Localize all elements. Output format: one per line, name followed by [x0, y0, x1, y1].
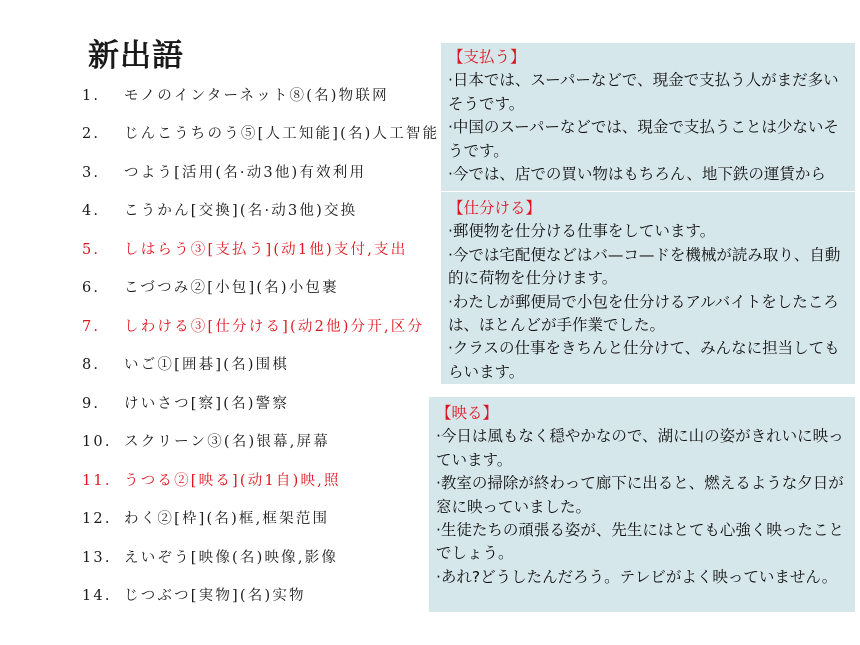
vocab-item — [82, 315, 424, 336]
example-card-utsuru — [429, 397, 855, 612]
vocab-num: 12. — [82, 511, 112, 527]
vocab-text: しはらう③[支払う](动1他)支付,支出 — [124, 242, 408, 258]
vocab-text: わく②[枠](名)框,框架范围 — [124, 511, 330, 527]
vocab-text: しわける③[仕分ける](动2他)分开,区分 — [124, 319, 425, 335]
vocab-num: 6. — [82, 280, 101, 296]
example-sentence: ·生徒たちの頑張る姿が、先生にはとても心強く映ったことでしょう。 — [436, 521, 844, 563]
vocab-item — [82, 507, 329, 528]
example-sentence: ·中国のスーパーなどでは、現金で支払うことは少ないそうです。 — [448, 118, 839, 160]
card-heading: 【映る】 — [436, 404, 499, 422]
vocab-item — [82, 161, 366, 182]
vocab-item — [82, 353, 289, 374]
vocab-text: スクリーン③(名)银幕,屏幕 — [124, 434, 330, 450]
vocab-text: けいさつ[察](名)警察 — [124, 396, 290, 412]
example-sentence: ·教室の掃除が終わって廊下に出ると、燃えるような夕日が窓に映っていました。 — [436, 474, 844, 516]
example-sentence: ·今日は風もなく穏やかなので、湖に山の姿がきれいに映っています。 — [436, 427, 844, 469]
vocab-item — [82, 199, 357, 220]
vocab-text: こづつみ②[小包](名)小包裹 — [124, 280, 339, 296]
vocab-num: 5. — [82, 242, 101, 258]
example-sentence: ·日本では、スーパーなどで、現金で支払う人がまだ多いそうです。 — [448, 71, 839, 113]
example-card-shiwakeru — [441, 192, 855, 384]
vocab-item — [82, 276, 339, 297]
vocab-item — [82, 469, 341, 490]
vocab-num: 9. — [82, 396, 101, 412]
vocab-text: えいぞう[映像(名)映像,影像 — [124, 550, 339, 566]
example-card-shiharau — [441, 43, 855, 191]
vocab-num: 14. — [82, 588, 112, 604]
vocab-text: モノのインターネット⑧(名)物联网 — [124, 88, 389, 104]
vocab-num: 8. — [82, 357, 101, 373]
vocab-num: 7. — [82, 319, 101, 335]
vocab-text: いご①[囲碁](名)围棋 — [124, 357, 290, 373]
vocab-item — [82, 546, 338, 567]
vocab-num: 1. — [82, 88, 101, 104]
vocab-text: つよう[活用(名·动3他)有效利用 — [124, 165, 367, 181]
vocab-text: こうかん[交換](名·动3他)交换 — [124, 203, 358, 219]
example-sentence: ·今では宅配便などはバ—コ—ドを機械が読み取り、自動的に荷物を仕分けます。 — [448, 245, 841, 288]
vocab-text: うつる②[映る](动1自)映,照 — [124, 473, 341, 489]
vocab-item — [82, 392, 289, 413]
example-sentence: ·郵便物を仕分ける仕事をしています。 — [448, 222, 716, 241]
vocab-item — [82, 430, 330, 451]
card-heading: 【支払う】 — [448, 48, 526, 66]
vocab-num: 10. — [82, 434, 112, 450]
example-sentence: ·あれ?どうしたんだろう。テレビがよく映っていません。 — [436, 567, 838, 586]
vocab-item — [82, 84, 389, 105]
vocab-num: 3. — [82, 165, 101, 181]
vocab-num: 2. — [82, 126, 101, 142]
vocab-text: じつぶつ[実物](名)实物 — [124, 588, 306, 604]
vocab-text: じんこうちのう⑤[人工知能](名)人工智能 — [124, 126, 440, 142]
example-sentence: ·わたしが郵便局で小包を仕分けるアルバイトをしたころは、ほとんどが手作業でした。 — [448, 292, 839, 335]
vocab-num: 4. — [82, 203, 101, 219]
example-sentence: ·今では、店での買い物はもちろん、地下鉄の運賃から — [448, 165, 826, 184]
example-sentence: ·クラスの仕事をきちんと仕分けて、みんなに担当してもらいます。 — [448, 339, 840, 381]
page-title: 新出語 — [88, 38, 184, 74]
vocab-num: 11. — [82, 473, 112, 489]
vocab-item — [82, 584, 306, 605]
vocab-item — [82, 238, 407, 259]
vocab-item — [82, 122, 439, 143]
vocab-num: 13. — [82, 550, 112, 566]
card-heading: 【仕分ける】 — [448, 199, 542, 217]
